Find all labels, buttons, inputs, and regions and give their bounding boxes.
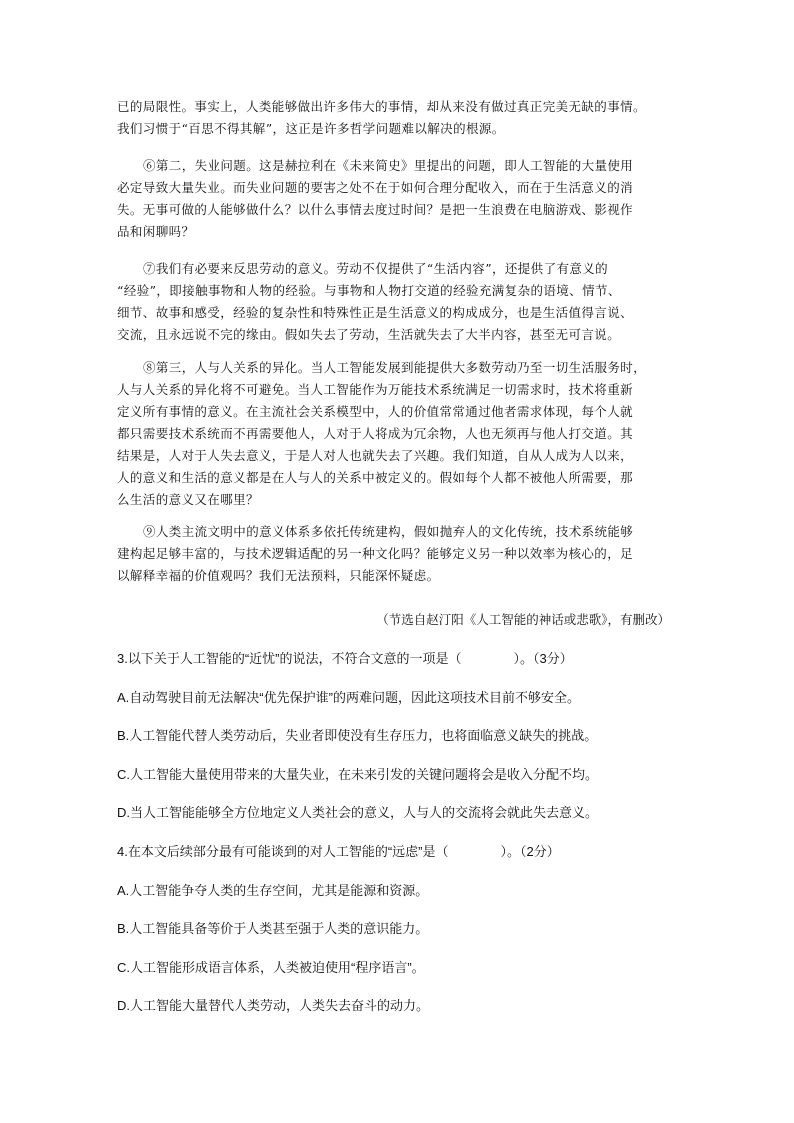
text-line: 必定导致大量失业。而失业问题的要害之处不在于如何合理分配收入，而在于生活意义的消 [117, 180, 634, 195]
passage-paragraph-intro [117, 96, 677, 140]
text-line: 交流，且永远说不完的缘由。假如失去了劳动，生活就失去了大半内容，甚至无可言说。 [117, 327, 621, 342]
text-line: 以解释幸福的价值观吗？我们无法预料，只能深怀疑虑。 [117, 568, 440, 583]
question-4-option-d: D.人工智能大量替代人类劳动，人类失去奋斗的动力。 [117, 998, 430, 1013]
question-4-option-a: A.人工智能争夺人类的生存空间，尤其是能源和资源。 [117, 883, 429, 898]
text-line: 人与人关系的异化将不可避免。当人工智能作为万能技术系统满足一切需求时，技术将重新 [117, 382, 634, 397]
text-line: 结果是，人对于人失去意义，于是人对人也就失去了兴趣。我们知道，自从人成为人以来， [117, 448, 634, 463]
passage-paragraph-6 [117, 155, 677, 243]
text-line: 都只需要技术系统而不再需要他人，人对于人将成为冗余物，人也无须再与他人打交道。其 [117, 426, 634, 441]
question-3-option-d: D.当人工智能能够全方位地定义人类社会的意义，人与人的交流将会就此失去意义。 [117, 805, 599, 820]
text-line: 定义所有事情的意义。在主流社会关系模型中，人的价值常常通过他者需求体现，每个人就 [117, 404, 634, 419]
text-line: 建构起足够丰富的，与技术逻辑适配的另一种文化吗？能够定义另一种以效率为核心的，足 [117, 546, 634, 561]
text-line: “经验”，即接触事物和人物的经验。与事物和人物打交道的经验充满复杂的语境、情节、 [117, 283, 621, 298]
text-line: 已的局限性。事实上，人类能够做出许多伟大的事情，却从来没有做过真正完美无缺的事情。 [117, 99, 646, 114]
text-line: 我们习惯于“百思不得其解”，这正是许多哲学问题难以解决的根源。 [117, 121, 505, 136]
text-line: 失。无事可做的人能够做什么？以什么事情去度过时间？是把一生浪费在电脑游戏、影视作 [117, 202, 634, 217]
question-3-option-b: B.人工智能代替人类劳动后，失业者即使没有生存压力，也将面临意义缺失的挑战。 [117, 728, 598, 743]
passage-paragraph-7 [117, 258, 677, 346]
text-line: 细节、故事和感受，经验的复杂性和特殊性正是生活意义的构成成分，也是生活值得言说、 [117, 305, 634, 320]
question-4-option-c: C.人工智能形成语言体系，人类被迫使用“程序语言”。 [117, 960, 425, 975]
question-3-option-c: C.人工智能大量使用带来的大量失业，在未来引发的关键问题将会是收入分配不均。 [117, 767, 599, 782]
passage-paragraph-8 [117, 357, 677, 511]
text-line: 人的意义和生活的意义都是在人与人的关系中被定义的。假如每个人都不被他人所需要，那 [117, 470, 634, 485]
passage-paragraph-9 [117, 521, 677, 587]
text-line: ⑦我们有必要来反思劳动的意义。劳动不仅提供了“生活内容”，还提供了有意义的 [143, 261, 609, 276]
question-3-stem: 3.以下关于人工智能的“近忧”的说法，不符合文意的一项是（ ）。（3分） [117, 651, 573, 666]
question-4-stem: 4.在本文后续部分最有可能谈到的对人工智能的“远虑”是（ ）。（2分） [117, 844, 560, 859]
text-line: 品和闲聊吗？ [117, 224, 195, 239]
text-line: ⑧第三，人与人关系的异化。当人工智能发展到能提供大多数劳动乃至一切生活服务时， [143, 360, 647, 375]
text-line: ⑥第二，失业问题。这是赫拉利在《未来简史》里提出的问题，即人工智能的大量使用 [143, 158, 634, 173]
text-line: ⑨人类主流文明中的意义体系多依托传统建构，假如抛弃人的文化传统，技术系统能够 [143, 524, 634, 539]
text-line: 么生活的意义又在哪里？ [117, 492, 259, 507]
passage-source: （节选自赵汀阳《人工智能的神话或悲歌》，有删改） [376, 612, 670, 627]
question-3-option-a: A.自动驾驶目前无法解决“优先保护谁”的两难问题，因此这项技术目前不够安全。 [117, 690, 580, 705]
question-4-option-b: B.人工智能具备等价于人类甚至强于人类的意识能力。 [117, 921, 429, 936]
